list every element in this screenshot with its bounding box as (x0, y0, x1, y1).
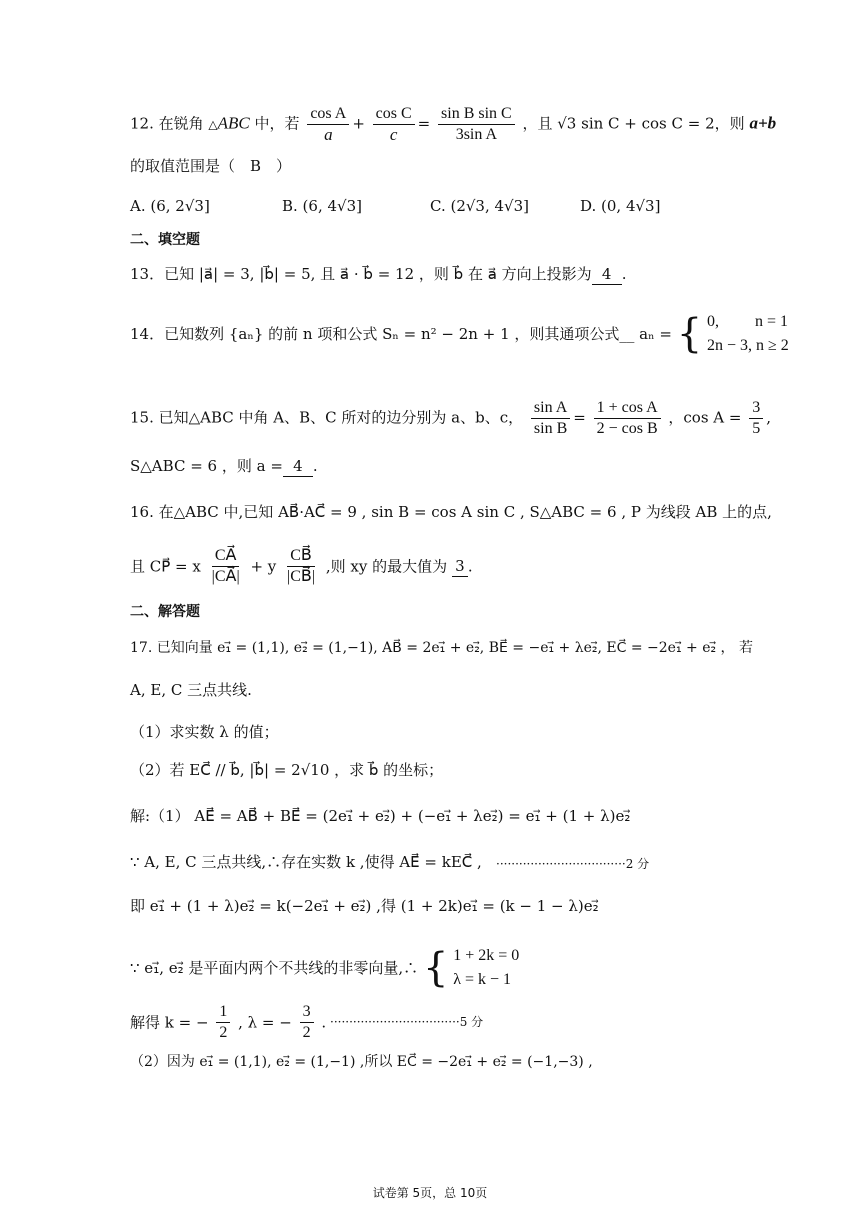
q16-answer: 3 (452, 556, 468, 577)
triangle-icon: △ (208, 117, 218, 132)
q17-sol5-mid: , λ = − (238, 1013, 292, 1032)
q15-frac1-num: sin A (531, 398, 570, 419)
q12-condition: ，且 √3 sin C + cos C = 2，则 (522, 114, 745, 133)
q17-case1: 1 + 2k = 0 (453, 947, 520, 964)
q17-tri-den: 2 (302, 1024, 311, 1041)
q12-frac1 (307, 104, 349, 145)
q16-frac1-num: CA⃗ (212, 546, 240, 567)
q17-sub1: （1）求实数 λ 的值； (130, 723, 279, 741)
q16-post: ,则 xy 的最大值为 (325, 557, 448, 576)
page-footer: 试卷第 5页，总 10页 (372, 1186, 488, 1200)
q17-cases (453, 944, 519, 992)
q15-cos-a: ，cos A = (668, 408, 742, 427)
q12-frac2-num: cos C (373, 104, 415, 125)
q17-tri-num: 3 (300, 1002, 314, 1023)
q14-case2: 2n − 3, n ≥ 2 (706, 337, 789, 354)
q17-sol5-pre: 解得 k = − (130, 1013, 209, 1032)
q12-prefix: 12. 在锐角 (130, 114, 204, 133)
q17-score5: ··································5 分 (330, 1015, 484, 1029)
q17-line1: 17. 已知向量 e₁⃗ = (1,1), e₂⃗ = (1,−1), AB⃗ = 2e₁⃗ + e₂⃗, BE⃗ = −e₁⃗ + λe₂⃗, EC⃗ = −2e₁⃗ + e₂⃗ ， 若 (130, 640, 753, 656)
q15-text1: 15. 已知△ABC 中角 A、B、C 所对的边分别为 a、b、c， (130, 408, 524, 427)
q16-end: . (467, 557, 473, 576)
q12-option-a: A. (6, 2√3] (130, 197, 210, 215)
q17-sol5 (130, 1002, 326, 1043)
q17-half-den: 2 (219, 1024, 228, 1041)
q12-frac3-num: sin B sin C (438, 104, 515, 125)
q17-half-num: 1 (216, 1002, 230, 1023)
q12-target: a+b (749, 113, 777, 133)
brace-icon: { (422, 945, 449, 991)
q15-frac1-den: sin B (533, 420, 568, 437)
q12-mid: 中，若 (254, 114, 300, 133)
q17-frac-three-halves (300, 1002, 314, 1043)
section-fill-heading: 二、填空题 (130, 232, 200, 248)
q13-text: 13．已知 |a⃗| = 3, |b⃗| = 5, 且 a⃗ · b⃗ = 12 ，则 b⃗ 在 a⃗ 方向上投影为 (130, 265, 592, 283)
q17-line2: A, E, C 三点共线. (130, 681, 252, 699)
q15-frac3 (749, 398, 763, 439)
q16-line1: 16. 在△ABC 中,已知 AB⃗·AC⃗ = 9 , sin B = cos A sin C , S△ABC = 6 , P 为线段 AB 上的点, (130, 503, 772, 521)
q15-frac2-num: 1 + cos A (594, 398, 661, 419)
q17-case2: λ = k − 1 (453, 971, 511, 988)
q17-sol5-end: . (321, 1013, 327, 1032)
q12-frac3 (438, 104, 515, 145)
q12-frac2-den: c (389, 125, 398, 144)
q12-option-d: D. (0, 4√3] (580, 197, 661, 215)
q12-frac2 (373, 104, 415, 145)
q15-frac1 (531, 398, 570, 439)
q13-answer: 4 (592, 264, 622, 285)
q17-sol4 (130, 944, 519, 992)
q17-sol4-text: ∵ e₁⃗, e₂⃗ 是平面内两个不共线的非零向量,∴ (130, 959, 419, 977)
q15-frac2 (594, 398, 661, 439)
q15-line2 (130, 456, 318, 477)
q15-frac2-den: 2 − cos B (596, 420, 658, 437)
q17-sub2: （2）若 EC⃗ // b⃗, |b⃗| = 2√10 ，求 b⃗ 的坐标； (130, 761, 444, 779)
q12-option-b: B. (6, 4√3] (282, 197, 362, 215)
q12-line2: 的取值范围是（ B ） (130, 157, 292, 175)
q12-triangle-name: ABC (217, 113, 250, 133)
q15-frac3-den: 5 (752, 420, 761, 437)
q16-frac2-num: CB⃗ (287, 546, 315, 567)
q16-frac2-den: |CB⃗| (287, 568, 316, 585)
q13-line (130, 264, 626, 285)
q12-option-c: C. (2√3, 4√3] (430, 197, 530, 215)
q16-line2 (130, 546, 473, 587)
q15-end: . (312, 457, 318, 475)
q14-text: 14．已知数列 {aₙ} 的前 n 项和公式 Sₙ = n² − 2n + 1 ，则其通项公式__ aₙ = (130, 325, 672, 343)
q12-frac3-den: 3sin A (455, 126, 498, 143)
q17-frac-half (216, 1002, 230, 1043)
q17-sol2: ∵ A, E, C 三点共线,∴存在实数 k ,使得 AE⃗ = kEC⃗ , (130, 853, 482, 871)
q16-plus: + y (250, 557, 277, 576)
q13-end: . (621, 265, 627, 283)
brace-icon: { (676, 311, 703, 357)
q16-pre: 且 CP⃗ = x (130, 557, 201, 576)
q14-line (130, 310, 789, 358)
q15-line1: 15. 已知△ABC 中角 A、B、C 所对的边分别为 a、b、c， $\frac{\text{sin A}}{\text{sin B}}$ = $\frac{\text{1 + cos A}}{\text{2 − cos B}}$ ，cos A = $\frac{3}{5}$ , (130, 399, 772, 437)
q17-sol6: （2）因为 e₁⃗ = (1,1), e₂⃗ = (1,−1) ,所以 EC⃗ = −2e₁⃗ + e₂⃗ = (−1,−3) , (130, 1054, 593, 1070)
q16-frac2 (284, 546, 318, 587)
q12-line1: 12. 在锐角 △ABC 中，若 $\frac{\text{cos A}}{a}$ + $\frac{\text{cos C}}{c}$ = $\frac{\text{sin B sin C}}{\text{3sin A}}$ ，且 √3 sin C + cos C = 2，则 a+b (130, 105, 777, 144)
q16-frac1-den: |CA⃗| (211, 568, 240, 585)
q16-frac1 (209, 546, 243, 587)
q15-text2: S△ABC = 6 ，则 a = (130, 457, 283, 475)
q17-sol3: 即 e₁⃗ + (1 + λ)e₂⃗ = k(−2e₁⃗ + e₂⃗) ,得 (1 + 2k)e₁⃗ = (k − 1 − λ)e₂⃗ (130, 897, 599, 915)
q15-frac3-num: 3 (749, 398, 763, 419)
q14-case1: 0, n = 1 (706, 313, 788, 330)
q17-sol1: 解:（1） AE⃗ = AB⃗ + BE⃗ = (2e₁⃗ + e₂⃗) + (−e₁⃗ + λe₂⃗) = e₁⃗ + (1 + λ)e₂⃗ (130, 807, 631, 825)
q17-score2: ··································2 分 (496, 857, 650, 871)
q12-frac1-den: a (324, 125, 333, 144)
q14-cases (707, 310, 789, 358)
q12-frac1-num: cos A (307, 104, 349, 125)
section-answer-heading: 二、解答题 (130, 604, 200, 620)
q15-answer: 4 (283, 456, 313, 477)
